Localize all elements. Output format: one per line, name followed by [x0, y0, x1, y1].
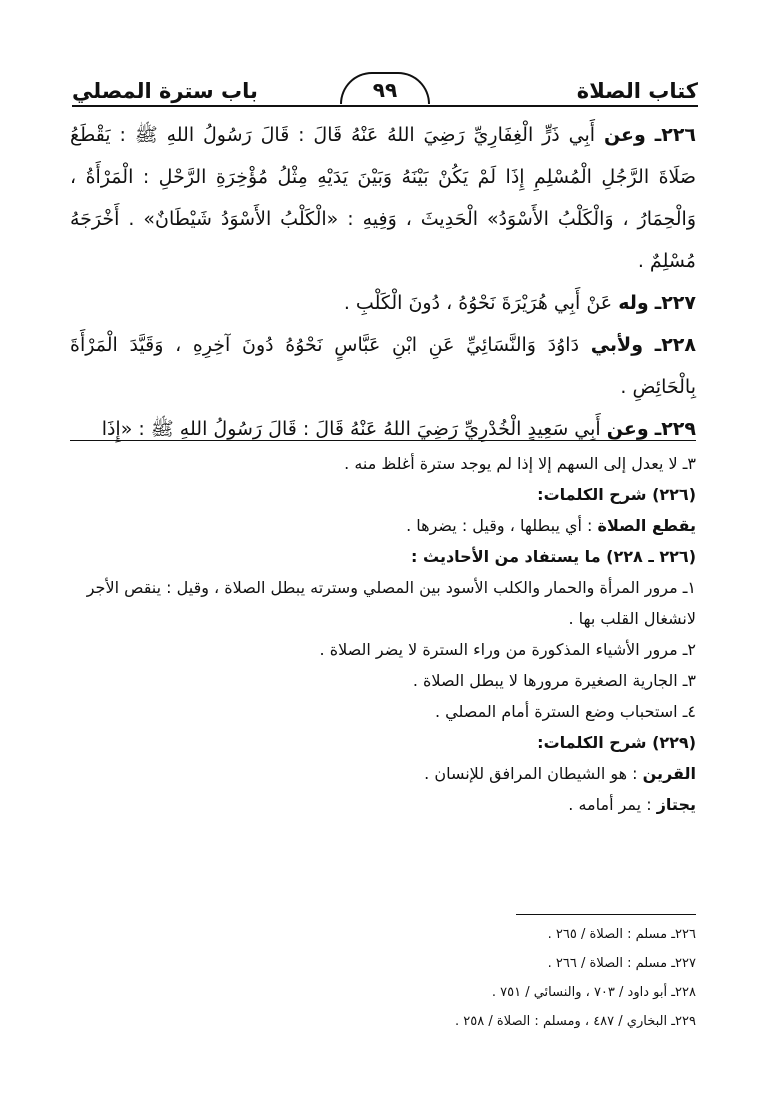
book-title: كتاب الصلاة: [576, 79, 698, 103]
page-number: ٩٩: [340, 72, 430, 104]
hadith-227: [70, 282, 696, 324]
hadith-body: أَبِي سَعِيدٍ الْخُدْرِيِّ رَضِيَ اللهُ عَنْهُ قَالَ : قَالَ رَسُولُ اللهِ ﷺ : «إِذَا: [101, 418, 601, 440]
hadith-226: [70, 114, 696, 282]
benefit-item: ١ـ مرور المرأة والحمار والكلب الأسود بين المصلي وسترته يبطل الصلاة ، وقيل : ينقص الأجر لانشغال القلب بها .: [86, 578, 696, 628]
fawaid-heading: (٢٢٦ ـ ٢٢٨) ما يستفاد من الأحاديث :: [411, 547, 696, 566]
commentary: [70, 448, 696, 820]
hadith-number: ٢٢٦ـ: [654, 124, 697, 146]
hadith-body: دَاوُدَ وَالنَّسَائِيِّ عَنِ ابْنِ عَبَّاسٍ نَحْوُهُ دُونَ آخِرِهِ ، وَقَيَّدَ الْمَرْأَةَ بِالْحَائِضِ .: [70, 334, 696, 398]
term-definition: [70, 789, 696, 820]
header-rule: [72, 105, 698, 107]
term: يقطع الصلاة: [597, 516, 696, 535]
footnote-divider: [516, 914, 696, 915]
definition: : هو الشيطان المرافق للإنسان .: [424, 764, 638, 783]
definition: : أي يبطلها ، وقيل : يضرها .: [406, 516, 593, 535]
footnote: ٢٢٨ـ أبو داود / ٧٠٣ ، والنسائي / ٧٥١ .: [491, 985, 696, 1000]
hadith-text: [70, 114, 696, 450]
sharh-226-heading: (٢٢٦) شرح الكلمات:: [537, 485, 696, 504]
hadith-lead: وعن: [606, 418, 649, 440]
footnote: ٢٢٧ـ مسلم : الصلاة / ٢٦٦ .: [547, 956, 696, 971]
hadith-lead: ولأبي: [590, 334, 644, 356]
hadith-229: [70, 408, 696, 450]
term: القرين: [642, 764, 696, 783]
hadith-body: أَبِي ذَرٍّ الْغِفَارِيِّ رَضِيَ اللهُ عَنْهُ قَالَ : قَالَ رَسُولُ اللهِ ﷺ : يَقْطَعُ صَلَاةَ الرَّجُلِ الْمُسْلِمِ إِذَا لَمْ يَكُنْ بَيْنَهُ وَبَيْنَ يَدَيْهِ مِثْلُ مُؤْخِرَةِ الرَّحْلِ : الْمَرْأَةُ ، وَالْحِمَارُ ، وَالْكَلْبُ الأَسْوَدُ» الْحَدِيثَ ، وَفِيهِ : «الْكَلْبُ الأَسْوَدُ شَيْطَانٌ» . أَخْرَجَهُ مُسْلِمٌ .: [70, 124, 696, 272]
footnote: ٢٢٦ـ مسلم : الصلاة / ٢٦٥ .: [547, 927, 696, 942]
chapter-title: باب سترة المصلي: [72, 79, 258, 103]
term-definition: [70, 758, 696, 789]
hadith-228: [70, 324, 696, 408]
benefit-item: ٤ـ استحباب وضع السترة أمام المصلي .: [435, 702, 696, 721]
hadith-number: ٢٢٧ـ: [654, 292, 696, 314]
term-definition: [70, 510, 696, 541]
previous-note: ٣ـ لا يعدل إلى السهم إلا إذا لم يوجد سترة أغلظ منه .: [344, 454, 696, 473]
hadith-lead: وله: [618, 292, 649, 314]
section-divider: [70, 440, 696, 441]
footnote: ٢٢٩ـ البخاري / ٤٨٧ ، ومسلم : الصلاة / ٢٥٨ .: [455, 1014, 696, 1029]
hadith-body: عَنْ أَبِي هُرَيْرَةَ نَحْوُهُ ، دُونَ الْكَلْبِ .: [343, 292, 613, 314]
hadith-lead: وعن: [603, 124, 646, 146]
footnotes: [300, 920, 696, 1036]
hadith-number: ٢٢٩ـ: [654, 418, 696, 440]
page-header: [72, 76, 698, 112]
term: يجتاز: [656, 795, 696, 814]
sharh-229-heading: (٢٢٩) شرح الكلمات:: [537, 733, 696, 752]
benefit-item: ٢ـ مرور الأشياء المذكورة من وراء السترة لا يضر الصلاة .: [319, 640, 696, 659]
benefit-item: ٣ـ الجارية الصغيرة مرورها لا يبطل الصلاة .: [412, 671, 696, 690]
hadith-number: ٢٢٨ـ: [654, 334, 696, 356]
definition: : يمر أمامه .: [568, 795, 652, 814]
